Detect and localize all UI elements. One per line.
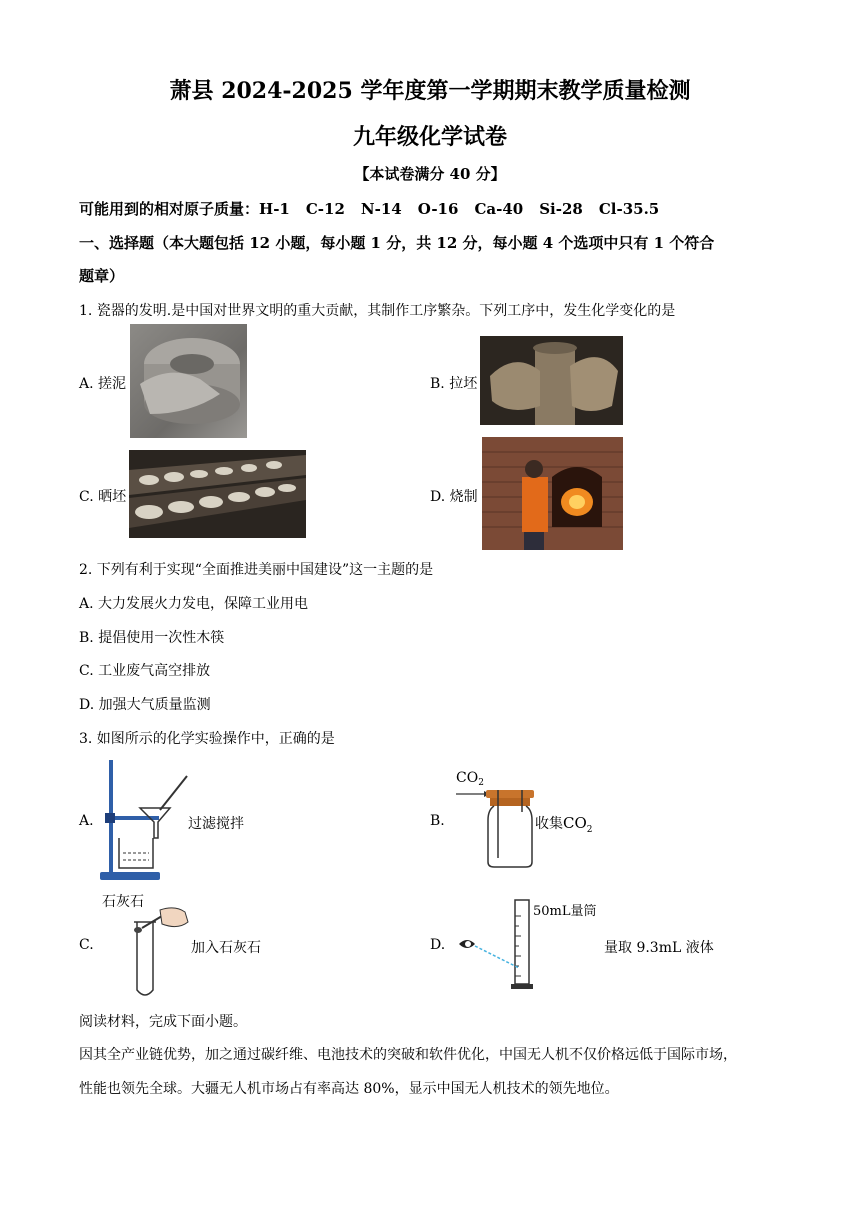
exam-title: 萧县 2024-2025 学年度第一学期期末教学质量检测 [169,78,691,104]
q2-option-a: A. 大力发展火力发电，保障工业用电 [79,596,309,612]
cylinder-figure-label: 50mL量筒 [533,904,597,919]
section-heading-line2: 题章） [79,267,125,285]
co2-figure-label: $CO_2$ [456,770,484,788]
atomic-mass-item: C-12 [305,200,345,218]
exam-subtitle: 九年级化学试卷 [352,124,507,150]
option-text: 烧制 [449,489,478,505]
score-note: 【本试卷满分 40 分】 [354,165,506,183]
q1-option-b [430,373,477,393]
atomic-mass-item: N-14 [360,200,402,218]
option-text: 搓泥 [98,376,127,392]
q3-option-a-letter: A. [79,813,94,829]
q3-option-d-caption: 量取 9.3mL 液体 [604,940,714,956]
atomic-masses-label: 可能用到的相对原子质量： [79,200,260,218]
q3-stem: 3. 如图所示的化学实验操作中，正确的是 [79,731,335,747]
q2-option-c: C. 工业废气高空排放 [79,663,211,679]
q1-stem: 1. 瓷器的发明.是中国对世界文明的重大贡献，其制作工序繁杂。下列工序中，发生化学变化的是 [79,303,676,319]
kiln-firing-photo [482,437,623,550]
reading-line1: 因其全产业链优势，加之通过碳纤维、电池技术的突破和软件优化，中国无人机不仅价格远低于国际市场， [79,1047,737,1063]
limestone-figure-label: 石灰石 [102,894,144,910]
clay-kneading-photo [130,324,247,438]
atomic-mass-item: Cl-35.5 [598,200,660,218]
atomic-mass-item: H-1 [259,200,290,218]
gas-collection-bottle-figure [454,766,534,870]
option-letter: A. [79,376,94,392]
reading-intro: 阅读材料，完成下面小题。 [79,1014,247,1030]
filtration-apparatus-figure [95,758,190,883]
atomic-mass-item: O-16 [417,200,459,218]
q3-option-b-letter: B. [430,813,445,829]
q1-option-d [430,486,478,506]
q2-option-d: D. 加强大气质量监测 [79,697,211,713]
q2-option-b: B. 提倡使用一次性木筷 [79,630,225,646]
pottery-throwing-photo [480,336,623,425]
option-text: 晒坯 [98,489,127,505]
limestone-test-tube-figure [100,890,190,1000]
section-heading-line1: 一、选择题（本大题包括 12 小题，每小题 1 分，共 12 分，每小题 4 个选项中只有 1 个符合 [79,234,715,252]
q3-option-c-caption: 加入石灰石 [191,940,261,956]
q3-option-d-letter: D. [430,937,446,953]
atomic-mass-item: Si-28 [539,200,583,218]
option-letter: C. [79,489,94,505]
q2-stem: 2. 下列有利于实现“全面推进美丽中国建设”这一主题的是 [79,562,434,578]
q1-option-a [79,373,126,393]
q3-option-b-caption: 收集$CO_2$ [535,814,593,835]
drying-bowls-photo [129,450,306,538]
atomic-masses [79,198,659,219]
atomic-mass-item: Ca-40 [474,200,524,218]
q3-option-c-letter: C. [79,937,94,953]
graduated-cylinder-figure [455,896,605,992]
option-letter: D. [430,489,446,505]
q3-option-a-caption: 过滤搅拌 [188,816,244,832]
option-text: 拉坯 [449,376,478,392]
q1-option-c [79,486,126,506]
option-letter: B. [430,376,445,392]
reading-line2: 性能也领先全球。大疆无人机市场占有率高达 80%，显示中国无人机技术的领先地位。 [79,1081,619,1097]
